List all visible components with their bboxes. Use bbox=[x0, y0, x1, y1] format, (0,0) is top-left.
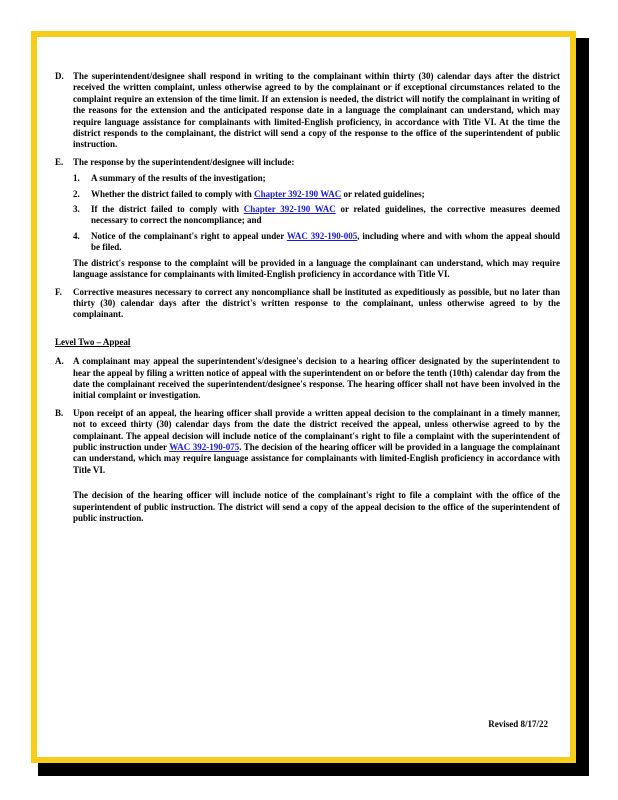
section-text-part: . The decision of the hearing officer will be provided in a language the complainant can understand, which may require language assistance for complainants with limited-English proficiency in accordance with Title VI. bbox=[73, 441, 561, 475]
item-text: or related guidelines; bbox=[343, 188, 425, 199]
section-text-part: Upon receipt of an appeal, the hearing officer shall provide a written appeal decision to the complainant in a timely manner, not to exceed thirty (30) calendar days from the date the district received the appeal, unless otherwise agreed to by the complainant. The appeal decision will include notice of the complainant's right to file a complaint with the superintendent of public instruction under bbox=[73, 407, 560, 452]
section-label: F. bbox=[55, 286, 62, 297]
item-number: 1. bbox=[73, 173, 80, 184]
section-label: B. bbox=[55, 407, 64, 418]
wac-chapter-link[interactable]: Chapter 392-190 WAC bbox=[243, 204, 336, 215]
item-text: If the district failed to comply with bbox=[91, 204, 240, 215]
revised-date: Revised 8/17/22 bbox=[488, 719, 548, 729]
appeal-section-b bbox=[55, 408, 560, 525]
list-item bbox=[73, 204, 560, 227]
item-number: 3. bbox=[73, 204, 80, 215]
document-body bbox=[55, 71, 560, 530]
list-item bbox=[73, 173, 560, 184]
item-text: , including where and with whom the appeal should be filed. bbox=[91, 230, 560, 253]
wac-075-link[interactable]: WAC 392-190-075 bbox=[169, 441, 240, 452]
level-two-heading: Level Two – Appeal bbox=[55, 336, 131, 347]
section-closing: The district's response to the complaint will be provided in a language the complainant can understand, which may require language assistance for complainants with limited-English proficiency in accordance with Title VI. bbox=[73, 257, 560, 280]
section-text: A complainant may appeal the superintendent's/designee's decision to a hearing officer designated by the superintendent to hear the appeal by filing a written notice of appeal with the superintendent on or before the tenth (10th) calendar day from the date the complainant received the superintendent/designee's response. The hearing officer shall not have been involved in the initial complaint or investigation. bbox=[73, 356, 560, 401]
item-number: 4. bbox=[73, 230, 80, 241]
page-frame bbox=[31, 31, 576, 763]
section-d bbox=[55, 71, 560, 151]
section-text: The superintendent/designee shall respond in writing to the complainant within thirty (30) calendar days after the district received the written complaint, unless otherwise agreed to by the complainant or if exceptional circumstances related to the complaint require an extension of the time limit. If an extension is needed, the district will notify the complainant in writing of the reasons for the extension and the anticipated response date in a language the complainant can understand, which may require language assistance for complainants with limited-English proficiency, in accordance with Title VI. At the time the district responds to the complainant, the district will send a copy of the response to the office of the superintendent of public instruction. bbox=[73, 71, 560, 150]
list-item bbox=[73, 231, 560, 254]
section-label: A. bbox=[55, 356, 64, 367]
item-text: or related guidelines, the corrective measures deemed necessary to correct the noncompliance; and bbox=[91, 204, 561, 226]
wac-chapter-link[interactable]: Chapter 392-190 WAC bbox=[254, 188, 342, 199]
section-f bbox=[55, 287, 560, 321]
appeal-section-a bbox=[55, 356, 560, 402]
item-text: Whether the district failed to comply with bbox=[91, 188, 252, 199]
item-number: 2. bbox=[73, 188, 80, 199]
section-paragraph: The decision of the hearing officer will include notice of the complainant's right to file a complaint with the office of the superintendent of public instruction. The district will send a copy of the appeal decision to the office of the superintendent of public instruction. bbox=[73, 490, 560, 523]
section-text: Corrective measures necessary to correct any noncompliance shall be instituted as expeditiously as possible, but no later than thirty (30) calendar days after the district's written response to the complainant, unless otherwise agreed to by the complainant. bbox=[73, 286, 560, 320]
section-e bbox=[55, 157, 560, 281]
list-item bbox=[73, 189, 560, 200]
section-intro: The response by the superintendent/designee will include: bbox=[73, 156, 295, 167]
section-label: D. bbox=[55, 71, 64, 81]
item-text: A summary of the results of the investigation; bbox=[91, 173, 266, 184]
section-label: E. bbox=[55, 156, 64, 167]
section-text bbox=[73, 408, 560, 476]
item-text: Notice of the complainant's right to appeal under bbox=[91, 230, 285, 241]
wac-005-link[interactable]: WAC 392-190-005 bbox=[286, 230, 358, 241]
